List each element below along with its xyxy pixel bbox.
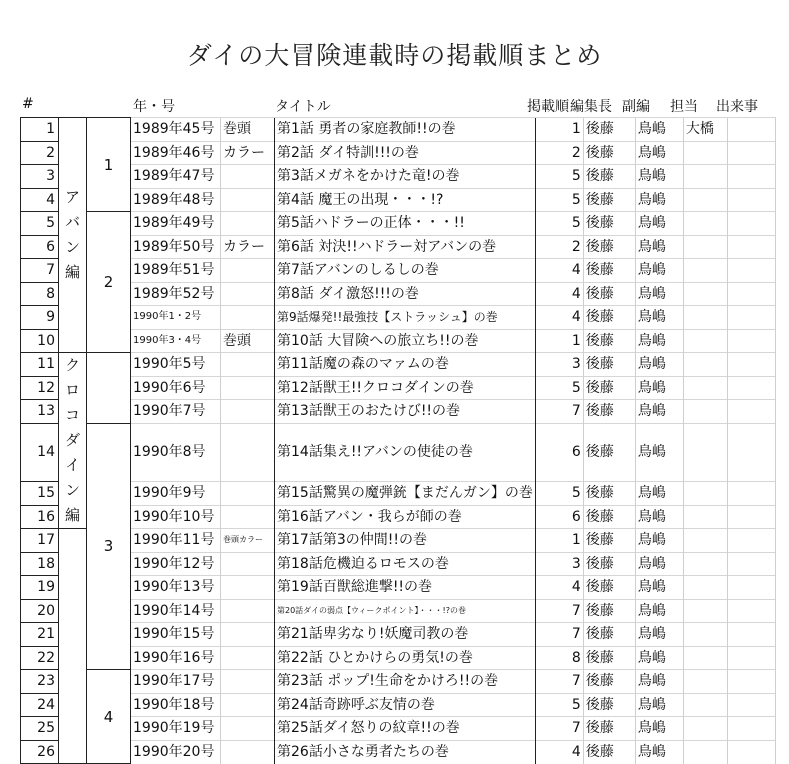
chief-editor-cell: 後藤 xyxy=(583,141,635,165)
position-cell: 4 xyxy=(535,259,583,283)
chief-editor-cell: 後藤 xyxy=(583,259,635,283)
event-cell xyxy=(727,235,775,259)
event-cell xyxy=(727,400,775,424)
title-cell: 第2話 ダイ特訓!!!の巻 xyxy=(275,141,536,165)
editor-cell xyxy=(683,376,727,400)
issue-cell: 1990年3・4号 xyxy=(131,329,221,353)
title-cell: 第1話 勇者の家庭教師!!の巻 xyxy=(275,118,536,142)
editor-cell xyxy=(683,599,727,623)
title-cell: 第16話アバン・我らが師の巻 xyxy=(275,505,536,529)
chief-editor-cell: 後藤 xyxy=(583,118,635,142)
table-row xyxy=(21,482,776,506)
arc-label: アバン編 xyxy=(64,188,80,281)
title-cell: 第24話奇跡呼ぶ友情の巻 xyxy=(275,693,536,717)
chief-editor-cell: 後藤 xyxy=(583,717,635,741)
chief-editor-cell: 後藤 xyxy=(583,329,635,353)
issue-cell: 1989年50号 xyxy=(131,235,221,259)
header-editor: 担当 xyxy=(670,99,698,115)
event-cell xyxy=(727,423,775,482)
table-row xyxy=(21,693,776,717)
issue-cell: 1989年45号 xyxy=(131,118,221,142)
editor-cell xyxy=(683,505,727,529)
title-cell: 第21話卑劣なり!妖魔司教の巻 xyxy=(275,623,536,647)
deputy-editor-cell: 鳥嶋 xyxy=(635,118,683,142)
row-number: 10 xyxy=(21,329,59,353)
editor-cell xyxy=(683,400,727,424)
row-number: 20 xyxy=(21,599,59,623)
title-cell: 第22話 ひとかけらの勇気!の巻 xyxy=(275,646,536,670)
editor-cell xyxy=(683,670,727,694)
event-cell xyxy=(727,118,775,142)
issue-cell: 1990年6号 xyxy=(131,376,221,400)
issue-cell: 1989年51号 xyxy=(131,259,221,283)
table-row xyxy=(21,576,776,600)
note-cell xyxy=(221,353,275,377)
row-number: 12 xyxy=(21,376,59,400)
position-cell: 1 xyxy=(535,329,583,353)
editor-cell xyxy=(683,693,727,717)
event-cell xyxy=(727,141,775,165)
position-cell: 2 xyxy=(535,141,583,165)
deputy-editor-cell: 鳥嶋 xyxy=(635,599,683,623)
position-cell: 2 xyxy=(535,235,583,259)
event-cell xyxy=(727,212,775,236)
editor-cell xyxy=(683,188,727,212)
event-cell xyxy=(727,529,775,553)
note-cell xyxy=(221,165,275,189)
position-cell: 5 xyxy=(535,188,583,212)
note-cell xyxy=(221,188,275,212)
chief-editor-cell: 後藤 xyxy=(583,400,635,424)
note-cell xyxy=(221,423,275,482)
title-cell: 第18話危機迫るロモスの巻 xyxy=(275,552,536,576)
note-cell xyxy=(221,306,275,330)
row-number: 4 xyxy=(21,188,59,212)
serialization-table xyxy=(20,117,776,764)
issue-cell: 1990年14号 xyxy=(131,599,221,623)
deputy-editor-cell: 鳥嶋 xyxy=(635,623,683,647)
issue-cell: 1990年11号 xyxy=(131,529,221,553)
deputy-editor-cell: 鳥嶋 xyxy=(635,165,683,189)
deputy-editor-cell: 鳥嶋 xyxy=(635,259,683,283)
title-cell: 第17話第3の仲間!!の巻 xyxy=(275,529,536,553)
note-cell: 巻頭カラー xyxy=(221,529,275,553)
position-cell: 5 xyxy=(535,376,583,400)
chief-editor-cell: 後藤 xyxy=(583,599,635,623)
deputy-editor-cell: 鳥嶋 xyxy=(635,306,683,330)
position-cell: 6 xyxy=(535,505,583,529)
position-cell: 5 xyxy=(535,693,583,717)
deputy-editor-cell: 鳥嶋 xyxy=(635,529,683,553)
editor-cell xyxy=(683,141,727,165)
title-cell: 第11話魔の森のマァムの巻 xyxy=(275,353,536,377)
deputy-editor-cell: 鳥嶋 xyxy=(635,353,683,377)
volume-cell: 1 xyxy=(87,118,131,212)
note-cell: カラー xyxy=(221,141,275,165)
table-row xyxy=(21,423,776,482)
deputy-editor-cell: 鳥嶋 xyxy=(635,552,683,576)
table-row xyxy=(21,529,776,553)
note-cell xyxy=(221,376,275,400)
event-cell xyxy=(727,306,775,330)
issue-cell: 1990年17号 xyxy=(131,670,221,694)
table-row xyxy=(21,306,776,330)
title-cell: 第25話ダイ怒りの紋章!!の巻 xyxy=(275,717,536,741)
editor-cell xyxy=(683,165,727,189)
note-cell xyxy=(221,505,275,529)
event-cell xyxy=(727,329,775,353)
note-cell xyxy=(221,623,275,647)
note-cell xyxy=(221,259,275,283)
position-cell: 1 xyxy=(535,529,583,553)
position-cell: 3 xyxy=(535,552,583,576)
note-cell xyxy=(221,646,275,670)
chief-editor-cell: 後藤 xyxy=(583,235,635,259)
volume-cell xyxy=(87,353,131,424)
chief-editor-cell: 後藤 xyxy=(583,505,635,529)
chief-editor-cell: 後藤 xyxy=(583,188,635,212)
event-cell xyxy=(727,576,775,600)
editor-cell xyxy=(683,329,727,353)
row-number: 5 xyxy=(21,212,59,236)
row-number: 19 xyxy=(21,576,59,600)
note-cell: 巻頭 xyxy=(221,329,275,353)
event-cell xyxy=(727,353,775,377)
event-cell xyxy=(727,376,775,400)
issue-cell: 1989年48号 xyxy=(131,188,221,212)
table-row xyxy=(21,353,776,377)
table-row xyxy=(21,282,776,306)
title-cell: 第14話集え!!アバンの使徒の巻 xyxy=(275,423,536,482)
title-cell: 第4話 魔王の出現・・・!? xyxy=(275,188,536,212)
header-num: # xyxy=(22,96,34,112)
event-cell xyxy=(727,188,775,212)
note-cell: 巻頭 xyxy=(221,118,275,142)
row-number: 2 xyxy=(21,141,59,165)
row-number: 17 xyxy=(21,529,59,553)
issue-cell: 1990年8号 xyxy=(131,423,221,482)
event-cell xyxy=(727,282,775,306)
row-number: 3 xyxy=(21,165,59,189)
arc-empty-cell xyxy=(59,529,87,764)
table-row xyxy=(21,400,776,424)
deputy-editor-cell: 鳥嶋 xyxy=(635,693,683,717)
row-number: 7 xyxy=(21,259,59,283)
deputy-editor-cell: 鳥嶋 xyxy=(635,482,683,506)
position-cell: 7 xyxy=(535,400,583,424)
editor-cell xyxy=(683,212,727,236)
editor-cell xyxy=(683,576,727,600)
deputy-editor-cell: 鳥嶋 xyxy=(635,670,683,694)
event-cell xyxy=(727,482,775,506)
chief-editor-cell: 後藤 xyxy=(583,646,635,670)
event-cell xyxy=(727,670,775,694)
header-event: 出来事 xyxy=(716,99,758,115)
position-cell: 4 xyxy=(535,576,583,600)
deputy-editor-cell: 鳥嶋 xyxy=(635,212,683,236)
issue-cell: 1990年20号 xyxy=(131,740,221,764)
title-cell: 第6話 対決!!ハドラー対アバンの巻 xyxy=(275,235,536,259)
editor-cell xyxy=(683,740,727,764)
position-cell: 4 xyxy=(535,282,583,306)
table-row xyxy=(21,623,776,647)
row-number: 23 xyxy=(21,670,59,694)
position-cell: 1 xyxy=(535,118,583,142)
title-cell: 第26話小さな勇者たちの巻 xyxy=(275,740,536,764)
header-position: 掲載順 xyxy=(527,99,569,115)
editor-cell xyxy=(683,717,727,741)
position-cell: 6 xyxy=(535,423,583,482)
row-number: 24 xyxy=(21,693,59,717)
row-number: 1 xyxy=(21,118,59,142)
table-row xyxy=(21,118,776,142)
chief-editor-cell: 後藤 xyxy=(583,353,635,377)
note-cell xyxy=(221,599,275,623)
table-row xyxy=(21,329,776,353)
position-cell: 5 xyxy=(535,165,583,189)
deputy-editor-cell: 鳥嶋 xyxy=(635,576,683,600)
editor-cell xyxy=(683,306,727,330)
position-cell: 7 xyxy=(535,599,583,623)
issue-cell: 1990年15号 xyxy=(131,623,221,647)
chief-editor-cell: 後藤 xyxy=(583,576,635,600)
header-title: タイトル xyxy=(275,99,331,115)
row-number: 13 xyxy=(21,400,59,424)
position-cell: 4 xyxy=(535,740,583,764)
title-cell: 第23話 ポップ!生命をかけろ!!の巻 xyxy=(275,670,536,694)
table-row xyxy=(21,646,776,670)
table-row xyxy=(21,165,776,189)
deputy-editor-cell: 鳥嶋 xyxy=(635,400,683,424)
volume-cell: 3 xyxy=(87,423,131,670)
row-number: 15 xyxy=(21,482,59,506)
deputy-editor-cell: 鳥嶋 xyxy=(635,376,683,400)
issue-cell: 1990年10号 xyxy=(131,505,221,529)
chief-editor-cell: 後藤 xyxy=(583,623,635,647)
title-cell: 第19話百獣総進撃!!の巻 xyxy=(275,576,536,600)
arc-label: クロコダイン編 xyxy=(64,356,80,524)
title-cell: 第20話ダイの弱点【ウィークポイント】・・・!?の巻 xyxy=(275,599,536,623)
chief-editor-cell: 後藤 xyxy=(583,165,635,189)
note-cell xyxy=(221,717,275,741)
arc-label-cell xyxy=(59,118,87,353)
editor-cell xyxy=(683,423,727,482)
table-row xyxy=(21,259,776,283)
note-cell xyxy=(221,740,275,764)
chief-editor-cell: 後藤 xyxy=(583,306,635,330)
deputy-editor-cell: 鳥嶋 xyxy=(635,329,683,353)
issue-cell: 1989年49号 xyxy=(131,212,221,236)
editor-cell xyxy=(683,482,727,506)
table-row xyxy=(21,670,776,694)
position-cell: 7 xyxy=(535,623,583,647)
editor-cell xyxy=(683,259,727,283)
deputy-editor-cell: 鳥嶋 xyxy=(635,423,683,482)
deputy-editor-cell: 鳥嶋 xyxy=(635,282,683,306)
title-cell: 第15話驚異の魔弾銃【まだんガン】の巻 xyxy=(275,482,536,506)
issue-cell: 1990年18号 xyxy=(131,693,221,717)
issue-cell: 1990年9号 xyxy=(131,482,221,506)
event-cell xyxy=(727,646,775,670)
table-row xyxy=(21,212,776,236)
row-number: 16 xyxy=(21,505,59,529)
deputy-editor-cell: 鳥嶋 xyxy=(635,646,683,670)
editor-cell xyxy=(683,353,727,377)
title-cell: 第9話爆発!!最強技【ストラッシュ】の巻 xyxy=(275,306,536,330)
issue-cell: 1990年16号 xyxy=(131,646,221,670)
title-cell: 第7話アバンのしるしの巻 xyxy=(275,259,536,283)
editor-cell xyxy=(683,623,727,647)
issue-cell: 1990年19号 xyxy=(131,717,221,741)
arc-label-cell xyxy=(59,353,87,529)
chief-editor-cell: 後藤 xyxy=(583,482,635,506)
editor-cell xyxy=(683,646,727,670)
table-row xyxy=(21,505,776,529)
event-cell xyxy=(727,623,775,647)
event-cell xyxy=(727,693,775,717)
position-cell: 4 xyxy=(535,306,583,330)
table-row xyxy=(21,141,776,165)
note-cell xyxy=(221,576,275,600)
note-cell xyxy=(221,552,275,576)
deputy-editor-cell: 鳥嶋 xyxy=(635,235,683,259)
page-title: ダイの大冒険連載時の掲載順まとめ xyxy=(186,41,603,70)
deputy-editor-cell: 鳥嶋 xyxy=(635,717,683,741)
chief-editor-cell: 後藤 xyxy=(583,282,635,306)
position-cell: 8 xyxy=(535,646,583,670)
event-cell xyxy=(727,599,775,623)
issue-cell: 1989年47号 xyxy=(131,165,221,189)
event-cell xyxy=(727,259,775,283)
table-row xyxy=(21,740,776,764)
row-number: 11 xyxy=(21,353,59,377)
note-cell xyxy=(221,693,275,717)
table-row xyxy=(21,599,776,623)
table-row xyxy=(21,235,776,259)
issue-cell: 1990年13号 xyxy=(131,576,221,600)
note-cell xyxy=(221,400,275,424)
note-cell xyxy=(221,482,275,506)
deputy-editor-cell: 鳥嶋 xyxy=(635,505,683,529)
chief-editor-cell: 後藤 xyxy=(583,423,635,482)
position-cell: 3 xyxy=(535,353,583,377)
table-row xyxy=(21,717,776,741)
issue-cell: 1990年1・2号 xyxy=(131,306,221,330)
editor-cell: 大橋 xyxy=(683,118,727,142)
table-body xyxy=(21,118,776,764)
chief-editor-cell: 後藤 xyxy=(583,552,635,576)
row-number: 6 xyxy=(21,235,59,259)
row-number: 26 xyxy=(21,740,59,764)
editor-cell xyxy=(683,529,727,553)
volume-cell: 4 xyxy=(87,670,131,764)
table-row xyxy=(21,552,776,576)
row-number: 9 xyxy=(21,306,59,330)
header-deputy: 副編 xyxy=(622,99,650,115)
editor-cell xyxy=(683,552,727,576)
chief-editor-cell: 後藤 xyxy=(583,212,635,236)
title-cell: 第5話ハドラーの正体・・・!! xyxy=(275,212,536,236)
deputy-editor-cell: 鳥嶋 xyxy=(635,141,683,165)
row-number: 22 xyxy=(21,646,59,670)
row-number: 8 xyxy=(21,282,59,306)
event-cell xyxy=(727,740,775,764)
title-cell: 第10話 大冒険への旅立ち!!の巻 xyxy=(275,329,536,353)
row-number: 21 xyxy=(21,623,59,647)
issue-cell: 1990年12号 xyxy=(131,552,221,576)
chief-editor-cell: 後藤 xyxy=(583,670,635,694)
position-cell: 7 xyxy=(535,717,583,741)
note-cell xyxy=(221,212,275,236)
chief-editor-cell: 後藤 xyxy=(583,376,635,400)
editor-cell xyxy=(683,235,727,259)
chief-editor-cell: 後藤 xyxy=(583,529,635,553)
title-cell: 第12話獣王!!クロコダインの巻 xyxy=(275,376,536,400)
issue-cell: 1989年52号 xyxy=(131,282,221,306)
title-cell: 第13話獣王のおたけび!!の巻 xyxy=(275,400,536,424)
position-cell: 5 xyxy=(535,212,583,236)
note-cell xyxy=(221,670,275,694)
event-cell xyxy=(727,552,775,576)
title-cell: 第8話 ダイ激怒!!!の巻 xyxy=(275,282,536,306)
row-number: 14 xyxy=(21,423,59,482)
deputy-editor-cell: 鳥嶋 xyxy=(635,188,683,212)
issue-cell: 1990年7号 xyxy=(131,400,221,424)
deputy-editor-cell: 鳥嶋 xyxy=(635,740,683,764)
event-cell xyxy=(727,505,775,529)
position-cell: 5 xyxy=(535,482,583,506)
issue-cell: 1989年46号 xyxy=(131,141,221,165)
table-row xyxy=(21,376,776,400)
row-number: 25 xyxy=(21,717,59,741)
event-cell xyxy=(727,717,775,741)
row-number: 18 xyxy=(21,552,59,576)
header-editor-in-chief: 編集長 xyxy=(570,99,612,115)
event-cell xyxy=(727,165,775,189)
editor-cell xyxy=(683,282,727,306)
position-cell: 7 xyxy=(535,670,583,694)
header-issue: 年・号 xyxy=(133,99,175,115)
title-cell: 第3話メガネをかけた竜!の巻 xyxy=(275,165,536,189)
note-cell xyxy=(221,282,275,306)
table-row xyxy=(21,188,776,212)
chief-editor-cell: 後藤 xyxy=(583,740,635,764)
issue-cell: 1990年5号 xyxy=(131,353,221,377)
note-cell: カラー xyxy=(221,235,275,259)
volume-cell: 2 xyxy=(87,212,131,353)
chief-editor-cell: 後藤 xyxy=(583,693,635,717)
